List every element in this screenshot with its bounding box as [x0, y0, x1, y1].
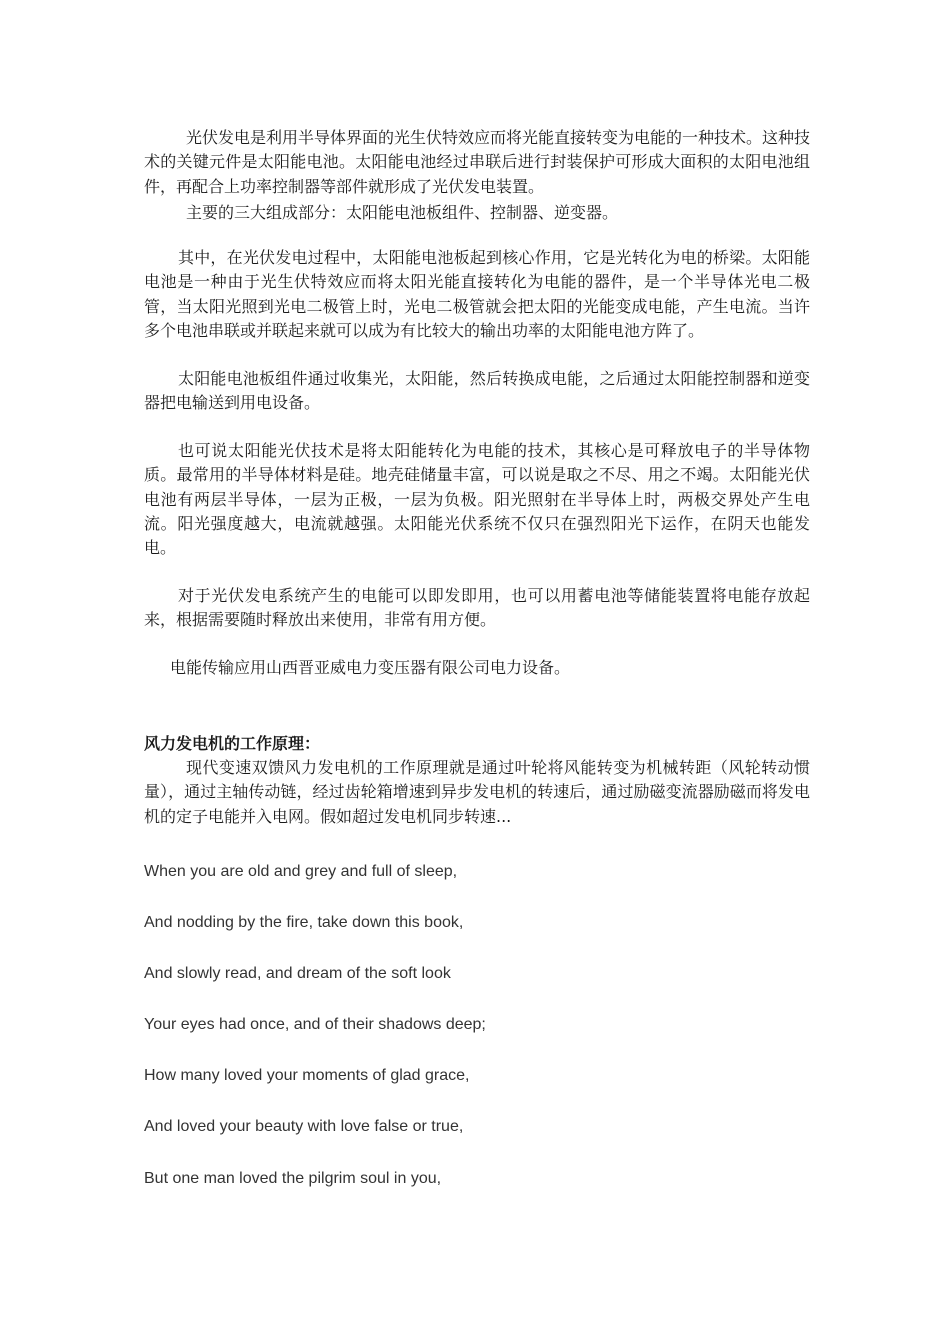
poem-line: How many loved your moments of glad grace,: [144, 1067, 470, 1084]
paragraph-wind-turbine-principle: 现代变速双馈风力发电机的工作原理就是通过叶轮将风能转变为机械转距（风轮转动惯量），通过主轴传动链，经过齿轮箱增速到异步发电机的转速后，通过励磁变流器励磁而将发电机的定子电能并入电网。假如超过发电机同步转速...: [144, 758, 810, 826]
paragraph-panel-function: 太阳能电池板组件通过收集光，太阳能，然后转换成电能，之后通过太阳能控制器和逆变器把电输送到用电设备。: [144, 369, 810, 413]
paragraph-pv-technology: 也可说太阳能光伏技术是将太阳能转化为电能的技术，其核心是可释放电子的半导体物质。最常用的半导体材料是硅。地壳硅储量丰富，可以说是取之不尽、用之不竭。太阳能光伏电池有两层半导体，一层为正极，一层为负极。阳光照射在半导体上时，两极交界处产生电流。阳光强度越大，电流就越强。太阳能光伏系统不仅只在强烈阳光下运作，在阴天也能发电。: [144, 441, 810, 558]
poem-line: And slowly read, and dream of the soft look: [144, 965, 451, 982]
poem-line: When you are old and grey and full of sleep,: [144, 863, 458, 880]
paragraph-main-components: 主要的三大组成部分：太阳能电池板组件、控制器、逆变器。: [186, 203, 619, 222]
paragraph-solar-panel-core: 其中，在光伏发电过程中，太阳能电池板起到核心作用，它是光转化为电的桥梁。太阳能电池是一种由于光生伏特效应而将太阳光能直接转化为电能的器件，是一个半导体光电二极管，当太阳光照到光电二极管上时，光电二极管就会把太阳的光能变成电能，产生电流。当许多个电池串联或并联起来就可以成为有比较大的输出功率的太阳能电池方阵了。: [144, 248, 810, 340]
paragraph-energy-storage: 对于光伏发电系统产生的电能可以即发即用，也可以用蓄电池等储能装置将电能存放起来，根据需要随时释放出来使用，非常有用方便。: [144, 586, 810, 630]
section-heading-wind-turbine: 风力发电机的工作原理：: [144, 734, 321, 753]
poem-line: And nodding by the fire, take down this book,: [144, 914, 464, 931]
poem-line: But one man loved the pilgrim soul in you,: [144, 1170, 442, 1187]
paragraph-power-transmission: 电能传输应用山西晋亚威电力变压器有限公司电力设备。: [170, 658, 571, 677]
poem-line: And loved your beauty with love false or true,: [144, 1118, 464, 1135]
paragraph-photovoltaic-intro: 光伏发电是利用半导体界面的光生伏特效应而将光能直接转变为电能的一种技术。这种技术的关键元件是太阳能电池。太阳能电池经过串联后进行封装保护可形成大面积的太阳电池组件，再配合上功率控制器等部件就形成了光伏发电装置。: [144, 128, 811, 196]
poem-line: Your eyes had once, and of their shadows deep;: [144, 1016, 486, 1033]
